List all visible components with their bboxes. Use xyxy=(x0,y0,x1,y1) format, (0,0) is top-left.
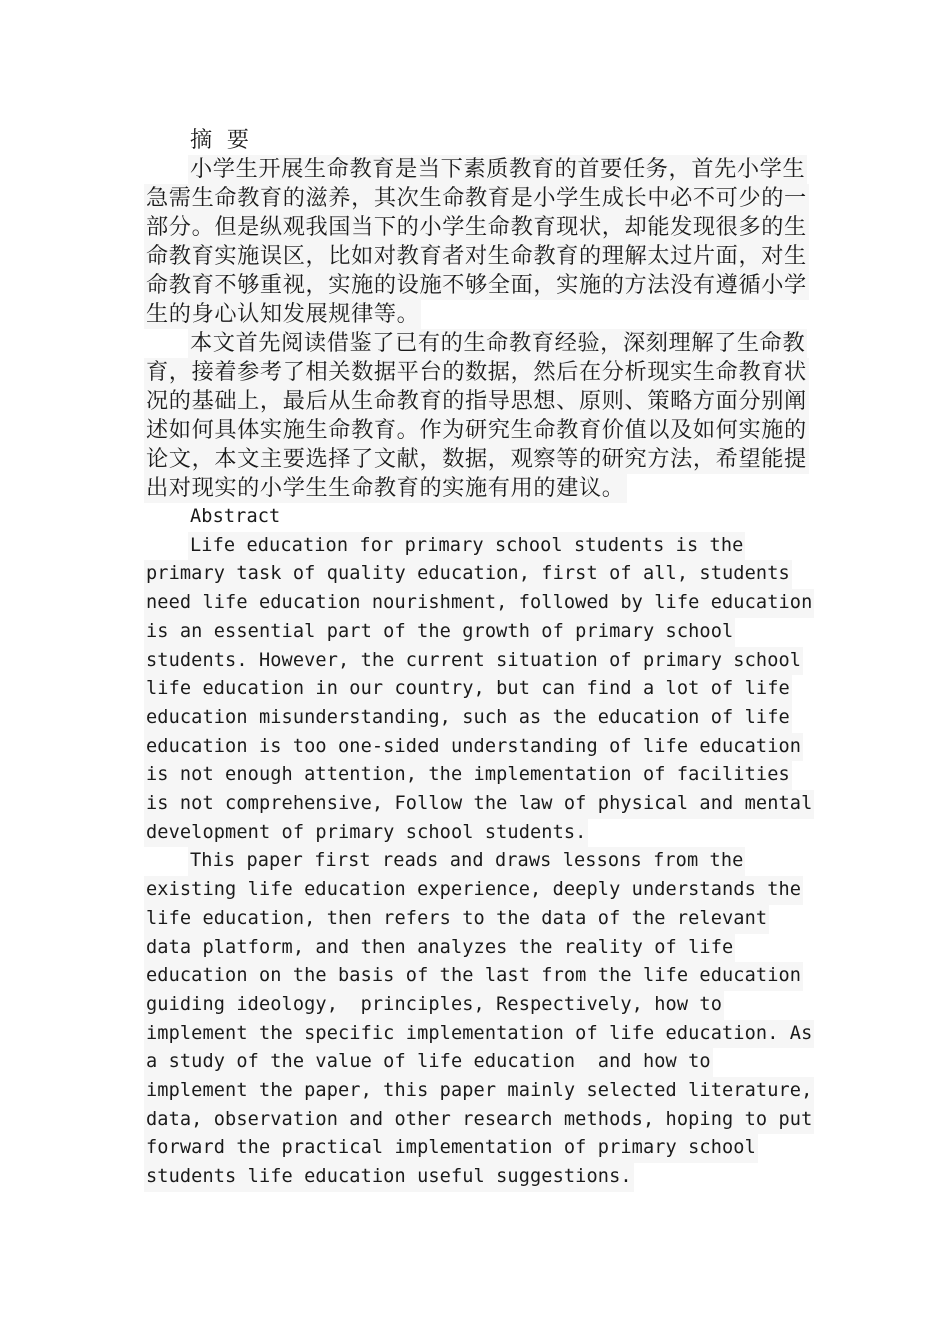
text-line: is not enough attention, the implementation of facilities xyxy=(144,761,792,790)
text-line: is not comprehensive, Follow the law of physical and mental xyxy=(144,790,814,819)
text-line: existing life education experience, deeply understands the xyxy=(144,876,803,905)
text-line: Life education for primary school students is the xyxy=(188,532,745,561)
document-body xyxy=(144,126,814,1192)
text-line: primary task of quality education, first of all, students xyxy=(144,560,792,589)
english-abstract-section xyxy=(144,503,814,1192)
text-line: 论文，本文主要选择了文献，数据，观察等的研究方法，希望能提 xyxy=(146,446,807,472)
text-line: students. However, the current situation of primary school xyxy=(144,647,803,676)
text-line: development of primary school students. xyxy=(144,819,588,848)
text-line: education misunderstanding, such as the education of life xyxy=(144,704,792,733)
text-line: implement the paper, this paper mainly selected literature, xyxy=(144,1077,814,1106)
chinese-paragraph-2 xyxy=(144,329,814,503)
text-line: life education, then refers to the data of the relevant xyxy=(144,905,769,934)
text-line: 命教育实施误区，比如对教育者对生命教育的理解太过片面，对生 xyxy=(146,243,807,269)
text-line: a study of the value of life education and how to xyxy=(144,1048,713,1077)
text-line: forward the practical implementation of primary school xyxy=(144,1134,758,1163)
chinese-abstract-heading: 摘 要 xyxy=(190,127,250,153)
text-line: life education in our country, but can find a lot of life xyxy=(144,675,792,704)
chinese-abstract-section xyxy=(144,126,814,503)
english-paragraph-1 xyxy=(144,532,814,848)
chinese-paragraph-1 xyxy=(144,155,814,329)
text-line: education on the basis of the last from the life education xyxy=(144,962,803,991)
text-line: 出对现实的小学生生命教育的实施有用的建议。 xyxy=(146,475,625,501)
text-line: 部分。但是纵观我国当下的小学生命教育现状，却能发现很多的生 xyxy=(146,214,807,240)
text-line: 况的基础上，最后从生命教育的指导思想、原则、策略方面分别阐 xyxy=(146,388,807,414)
text-line: 育，接着参考了相关数据平台的数据，然后在分析现实生命教育状 xyxy=(146,359,807,385)
text-line: data platform, and then analyzes the reality of life xyxy=(144,934,735,963)
text-line: This paper first reads and draws lessons from the xyxy=(188,847,745,876)
english-paragraph-2 xyxy=(144,847,814,1191)
text-line: 急需生命教育的滋养，其次生命教育是小学生成长中必不可少的一 xyxy=(146,185,807,211)
text-line: 小学生开展生命教育是当下素质教育的首要任务，首先小学生 xyxy=(190,156,806,182)
text-line: 生的身心认知发展规律等。 xyxy=(146,301,420,327)
text-line: 述如何具体实施生命教育。作为研究生命教育价值以及如何实施的 xyxy=(146,417,807,443)
text-line: guiding ideology, principles, Respectively, how to xyxy=(144,991,724,1020)
text-line: 命教育不够重视，实施的设施不够全面，实施的方法没有遵循小学 xyxy=(146,272,807,298)
english-abstract-heading: Abstract xyxy=(190,506,281,527)
text-line: education is too one-sided understanding of life education xyxy=(144,733,803,762)
text-line: need life education nourishment, followed by life education xyxy=(144,589,814,618)
text-line: implement the specific implementation of life education. As xyxy=(144,1020,814,1049)
text-line: data, observation and other research methods, hoping to put xyxy=(144,1106,814,1135)
text-line: is an essential part of the growth of primary school xyxy=(144,618,735,647)
text-line: 本文首先阅读借鉴了已有的生命教育经验，深刻理解了生命教 xyxy=(190,330,806,356)
text-line: students life education useful suggestions. xyxy=(144,1163,634,1192)
